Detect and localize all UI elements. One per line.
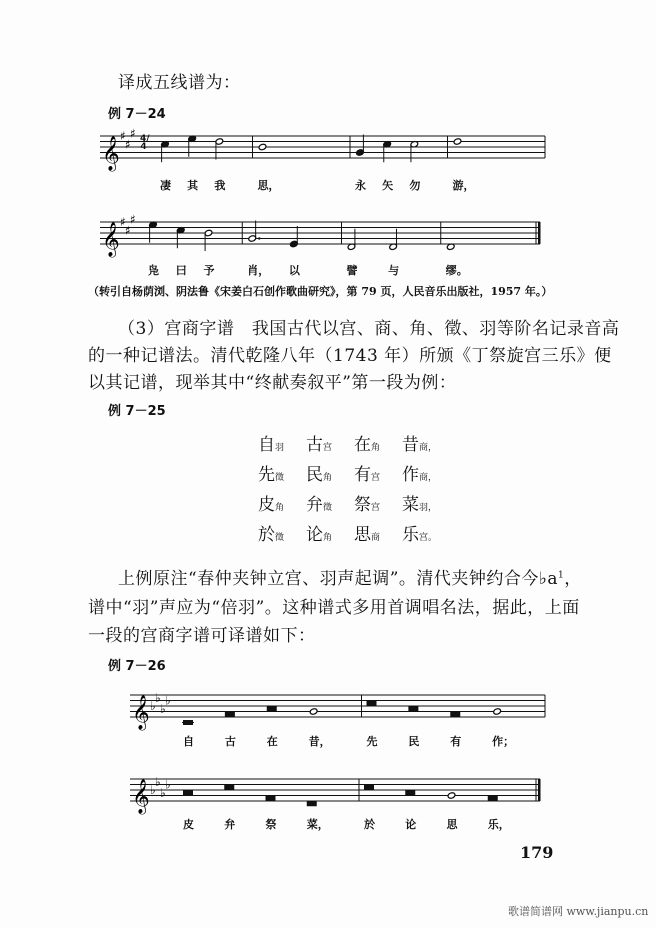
lyric-syllable: 古 [224, 735, 236, 748]
lyric-syllable: 祭 [265, 818, 277, 831]
dot [258, 237, 260, 239]
breve-note [488, 796, 498, 801]
breve-note [267, 706, 277, 711]
pitch-name: 宫。 [419, 533, 438, 543]
time-signature: 4/4 [140, 134, 150, 152]
lyric-syllable: 凫 [148, 264, 159, 277]
lyric-syllable: 与 [388, 264, 400, 277]
pitch-name: 角 [275, 503, 285, 513]
lyric-char: 先 [258, 465, 275, 485]
note-head [447, 792, 456, 799]
lyric-syllable: 菜， [306, 818, 329, 831]
lyric-char: 乐 [402, 525, 419, 545]
lyric-char: 祭 [354, 495, 371, 515]
lyric-char: 自 [258, 435, 275, 455]
lyric-char: 古 [306, 435, 323, 455]
pitch-name: 宫 [371, 473, 381, 483]
breve-note [225, 712, 235, 717]
pitch-name: 宫 [323, 443, 333, 453]
lyric-syllable: 先 [366, 735, 378, 748]
gongshang-cell [354, 520, 380, 545]
treble-clef: 𝄞 [132, 695, 150, 730]
sharp-sign: ♯ [125, 223, 131, 238]
treble-clef: 𝄞 [132, 779, 150, 814]
lyric-syllable: 思， [257, 179, 280, 192]
breve-note [364, 785, 374, 790]
lyric-syllable: 以 [288, 264, 300, 277]
lyric-syllable: 肖， [247, 264, 270, 277]
breve-note [183, 790, 193, 795]
lyric-syllable: 思 [446, 818, 458, 831]
footnote: （转引自杨荫浏、阴法鲁《宋姜白石创作歌曲研究》，第 79 页，人民音乐出版社，1957 年。） [88, 285, 553, 298]
lyric-syllable: 永 [355, 179, 366, 192]
lyric-char: 弁 [306, 495, 323, 515]
example-label-7-25: 例 7－25 [108, 404, 166, 419]
pitch-name: 徵 [275, 473, 285, 483]
pitch-name: 商 [371, 533, 381, 543]
flat-sign: ♭ [165, 777, 171, 792]
sharp-sign: ♯ [120, 129, 126, 143]
lyric-syllable: 我 [214, 179, 226, 192]
pitch-name: 角 [323, 533, 333, 543]
lyric-char: 皮 [258, 495, 275, 515]
pitch-name: 商， [419, 443, 438, 453]
flat-sign: ♭ [155, 690, 161, 705]
lyric-syllable: 皮 [183, 818, 194, 831]
lyric-syllable: 游， [452, 179, 475, 192]
sharp-sign: ♯ [130, 212, 136, 227]
lyric-syllable: 譬 [346, 264, 358, 277]
flat-sign: ♭ [150, 699, 156, 713]
lyric-syllable: 作； [492, 735, 515, 748]
final-bar-line [538, 222, 541, 244]
paragraph-line: 一段的宫商字谱可译谱如下： [88, 626, 316, 646]
sharp-sign: ♯ [130, 126, 136, 141]
lyric-syllable: 有 [450, 735, 462, 748]
gongshang-cell [258, 490, 284, 515]
breve-note [224, 785, 234, 790]
paragraph-line: （3）宫商字谱 我国古代以宫、商、角、徵、羽等阶名记录音高 [118, 319, 620, 339]
lyric-syllable: 弁 [224, 818, 236, 831]
gongshang-cell [258, 430, 284, 455]
page-number: 179 [520, 843, 554, 862]
sharp-sign: ♯ [125, 137, 131, 152]
lyric-syllable: 勿 [409, 179, 421, 192]
breve-note [307, 801, 317, 806]
pitch-name: 羽， [419, 503, 438, 513]
lyric-char: 思 [354, 525, 371, 545]
gongshang-cell [306, 520, 332, 545]
punctuation: ， [564, 569, 582, 589]
gongshang-cell [402, 430, 437, 455]
lyric-syllable: 民 [408, 735, 420, 748]
flat-sign: ♭ [155, 774, 161, 789]
gongshang-cell [306, 490, 332, 515]
note-head [453, 138, 462, 145]
pitch-name: 徵 [323, 503, 333, 513]
gongshang-cell [258, 460, 284, 485]
sharp-sign: ♯ [120, 215, 126, 229]
lyric-char: 昔 [402, 435, 419, 455]
breve-note [367, 701, 377, 706]
lyric-syllable: 曰 [175, 264, 187, 277]
example-label-7-26: 例 7－26 [108, 659, 166, 674]
treble-clef: 𝄞 [102, 136, 120, 171]
lyric-char: 有 [354, 465, 371, 485]
lyric-syllable: 矢 [382, 179, 394, 192]
pitch-name: 角 [323, 473, 333, 483]
lyric-syllable: 在 [266, 735, 278, 748]
pitch-note: ♭a [538, 569, 559, 589]
lyric-char: 在 [354, 435, 371, 455]
gongshang-cell [306, 430, 332, 455]
lyric-syllable: 自 [183, 735, 194, 748]
flat-sign: ♭ [160, 701, 166, 716]
watermark: 歌谱简谱网 www.jianpu.cn [508, 905, 649, 918]
paragraph-line: 的一种记谱法。清代乾隆八年（1743 年）所颁《丁祭旋宫三乐》便 [88, 346, 612, 366]
pitch-name: 羽 [275, 443, 285, 453]
lyric-char: 於 [258, 525, 275, 545]
gongshang-cell [402, 490, 437, 515]
note-head [309, 708, 318, 715]
pitch-name: 商， [419, 473, 438, 483]
lyric-syllable: 予 [203, 264, 215, 277]
breve-note [266, 796, 276, 801]
lyric-syllable: 於 [364, 818, 375, 831]
breve-note [408, 706, 418, 711]
paragraph-line: 以其记谱，现举其中“终献奏叙平”第一段为例： [88, 373, 457, 393]
paragraph-line: 谱中“羽”声应为“倍羽”。这种谱式多用首调唱名法，据此，上面 [88, 598, 580, 618]
paragraph-text: 上例原注“春仲夹钟立宫、羽声起调”。清代夹钟约合今 [118, 569, 539, 589]
gongshang-cell [258, 520, 284, 545]
gongshang-cell [306, 460, 332, 485]
lyric-syllable: 乐， [487, 818, 510, 831]
lyric-char: 民 [306, 465, 323, 485]
octave-superscript: 1 [558, 570, 565, 581]
flat-sign: ♭ [165, 693, 171, 708]
lyric-char: 作 [402, 465, 419, 485]
lyric-char: 菜 [402, 495, 419, 515]
note-head [258, 143, 267, 150]
intro-text: 译成五线谱为： [118, 73, 241, 93]
gongshang-cell [354, 490, 380, 515]
pitch-name: 宫 [371, 503, 381, 513]
flat-sign: ♭ [160, 785, 166, 800]
breve-note [450, 712, 460, 717]
gongshang-cell [402, 460, 437, 485]
pitch-name: 徵 [275, 533, 285, 543]
example-label-7-24: 例 7－24 [108, 107, 166, 122]
gongshang-cell [402, 520, 437, 545]
breve-note [405, 790, 415, 795]
pitch-name: 角 [371, 443, 381, 453]
flat-sign: ♭ [150, 783, 156, 797]
gongshang-cell [354, 460, 380, 485]
paragraph-line [118, 564, 582, 589]
lyric-syllable: 其 [187, 179, 199, 192]
lyric-syllable: 昔， [308, 735, 331, 748]
gongshang-cell [354, 430, 380, 455]
note-head [493, 708, 502, 715]
treble-clef: 𝄞 [102, 222, 120, 257]
lyric-syllable: 论 [405, 818, 417, 831]
lyric-syllable: 缪。 [445, 264, 468, 277]
lyric-char: 论 [306, 525, 323, 545]
final-bar-line [538, 779, 541, 801]
lyric-syllable: 凄 [160, 179, 171, 192]
